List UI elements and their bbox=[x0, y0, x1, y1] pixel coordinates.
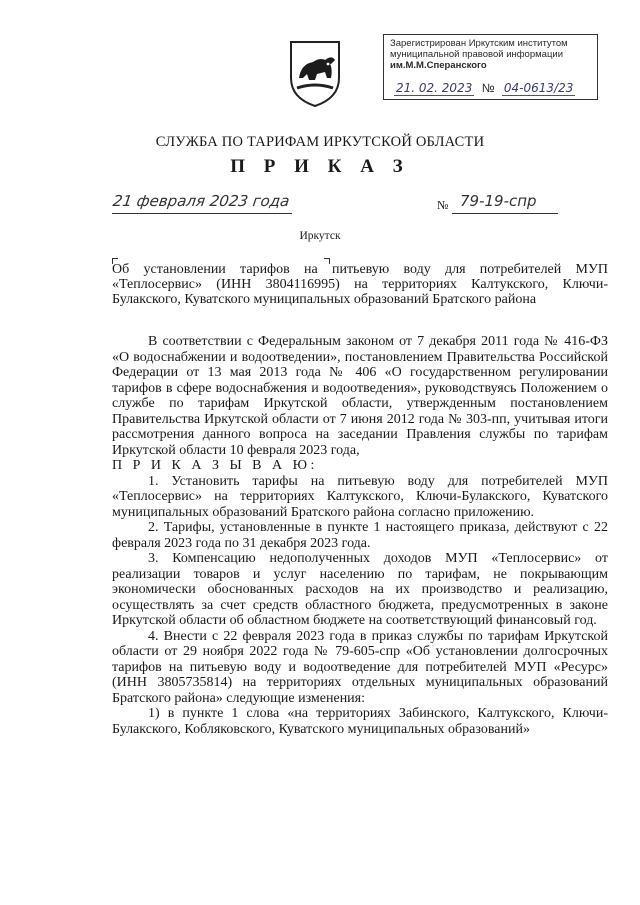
registration-stamp bbox=[383, 34, 598, 100]
number-underline bbox=[452, 213, 558, 214]
clause-2: 2. Тарифы, установленные в пункте 1 настоящего приказа, действуют с 22 февраля 2023 года по 31 декабря 2023 года. bbox=[112, 520, 608, 551]
city: Иркутск bbox=[299, 230, 341, 242]
subject-text: Об установлении тарифов на питьевую воду для потребителей МУП «Теплосервис» (ИНН 3804116995) на территориях Калтукского, Ключи-Булакского, Куватского муниципальных образований Братского района bbox=[112, 262, 608, 307]
stamp-line-2: муниципальной правовой информации bbox=[390, 49, 563, 60]
order-directive: П Р И К А З Ы В А Ю: bbox=[112, 458, 318, 473]
stamp-registration-row bbox=[394, 83, 591, 94]
stamp-line-1: Зарегистрирован Иркутским институтом bbox=[390, 38, 568, 49]
agency-name: СЛУЖБА ПО ТАРИФАМ ИРКУТСКОЙ ОБЛАСТИ bbox=[155, 134, 485, 150]
stamp-line-3: им.М.М.Сперанского bbox=[390, 60, 487, 71]
clause-1: 1. Установить тарифы на питьевую воду для потребителей МУП «Теплосервис» на территориях Калтукского, Ключи-Булакского, Куватского муниципальных образований Братского района согласно приложению. bbox=[112, 473, 608, 520]
clause-4: 4. Внести с 22 февраля 2023 года в приказ службы по тарифам Иркутской области от 29 ноября 2022 года № 79-605-спр «Об установлении долгосрочных тарифов на питьевую воду и водоотведение для потребителей МУП «Ресурс» (ИНН 3805735814) на территориях отдельных муниципальных образований Братского района» следующие изменения: bbox=[112, 628, 608, 706]
order-body bbox=[112, 334, 608, 737]
order-subject bbox=[112, 262, 608, 307]
clause-4-subclause-1: 1) в пункте 1 слова «на территориях Забинского, Калтукского, Ключи-Булакского, Кобляковского, Куватского муниципальных образований» bbox=[112, 706, 608, 737]
order-number: 79-19-спр bbox=[460, 192, 537, 210]
coat-of-arms-icon bbox=[287, 38, 343, 108]
order-date: 21 февраля 2023 года bbox=[111, 192, 291, 210]
date-underline bbox=[112, 213, 292, 214]
stamp-date: 21. 02. 2023 bbox=[396, 81, 473, 95]
clause-3: 3. Компенсацию недополученных доходов МУП «Теплосервис» от реализации товаров и услуг населению по тарифам, не покрывающим экономически обоснованных расходов на их производство и реализацию, осуществлять за счет средств областного бюджета, предусмотренных в законе Иркутской области об областном бюджете на соответствующий финансовый год. bbox=[112, 551, 608, 628]
preamble-paragraph: В соответствии с Федеральным законом от 7 декабря 2011 года № 416-ФЗ «О водоснабжении и водоотведении», постановлением Правительства Российской Федерации от 13 мая 2013 года № 406 «О государственном регулировании тарифов в сфере водоснабжения и водоотведения», руководствуясь Положением о службе по тарифам Иркутской области, утвержденным постановлением Правительства Иркутской области от 7 июня 2012 года № 303-пп, учитывая итоги рассмотрения данного вопроса на заседании Правления службы по тарифам Иркутской области 10 февраля 2023 года, bbox=[112, 334, 608, 458]
order-number-sign: № bbox=[437, 198, 449, 212]
stamp-number: 04-0613/23 bbox=[503, 81, 574, 95]
stamp-number-sign: № bbox=[481, 81, 495, 95]
document-title: П Р И К А З bbox=[230, 156, 410, 177]
